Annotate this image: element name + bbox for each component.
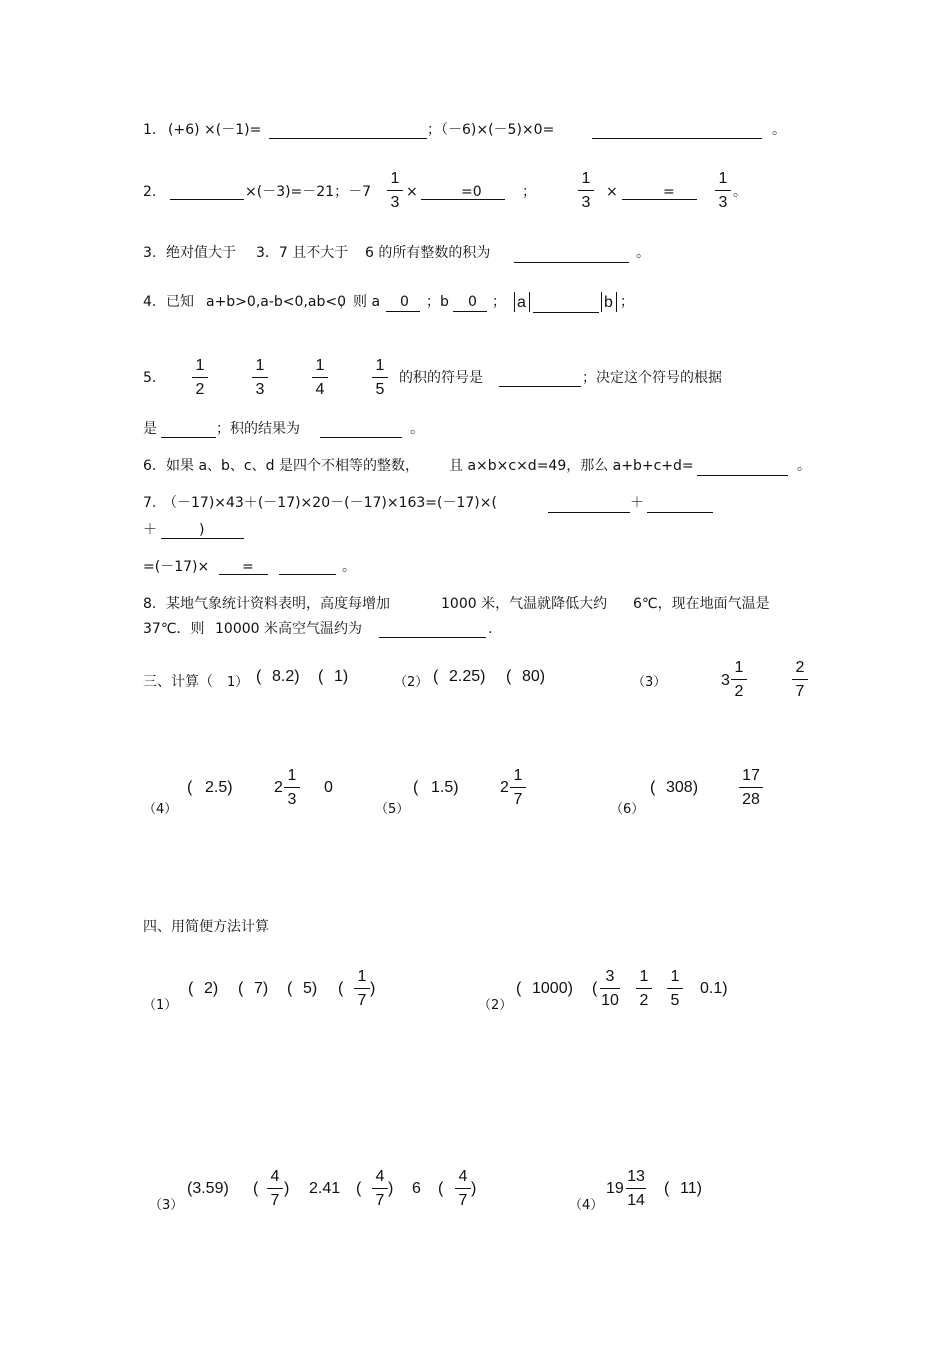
q7-blank-2[interactable] — [647, 512, 713, 513]
s4-p3-value-a: (3.59) — [187, 1180, 229, 1197]
q2-number: 2. — [143, 184, 157, 200]
q3-number: 3. — [143, 245, 157, 261]
q4-abs-bar-4 — [616, 292, 617, 312]
s4-p4-fraction: 13 14 — [627, 1168, 645, 1209]
s3-p6-label: （6） — [610, 802, 645, 817]
s4-p3-close-c: ) — [471, 1180, 477, 1197]
q2-expression-a: ×(－3)=－21；－7 — [245, 184, 372, 200]
q4-blank-1[interactable] — [386, 311, 420, 312]
q6-text-b: 且 a×b×c×d=49，那么 a+b+c+d= — [449, 458, 694, 474]
s3-p6-paren: ( — [650, 779, 656, 796]
q8-end: . — [488, 621, 493, 637]
q5-text-b: ；决定这个符号的根据 — [582, 370, 722, 386]
s3-p4-whole: 2 — [274, 779, 283, 796]
s4-p3-fraction-a: 4 7 — [264, 1168, 286, 1210]
s3-p4-paren: ( — [187, 779, 193, 796]
s3-p4-zero: 0 — [324, 779, 333, 796]
s4-p2-fraction-1: 3 10 — [601, 968, 619, 1009]
s3-p6-value: 308) — [666, 779, 699, 796]
q3-text-a: 绝对值大于 — [166, 245, 236, 261]
q2-fraction-b: 1 3 — [575, 170, 597, 212]
s4-p4-paren: ( — [664, 1180, 670, 1197]
q7-end: 。 — [342, 559, 356, 575]
q2-times-a: × — [406, 184, 418, 200]
s3-p5-label: （5） — [375, 802, 410, 817]
s4-p3-label: （3） — [149, 1198, 184, 1213]
q5-number: 5. — [143, 370, 157, 386]
s3-p6-fraction: 17 28 — [736, 767, 766, 809]
q5-text-d: ；积的结果为 — [216, 421, 300, 437]
q5-text-a: 的积的符号是 — [399, 370, 483, 386]
q1-blank-2[interactable] — [592, 138, 762, 139]
q4-var-a: a — [517, 294, 526, 311]
s3-p1-paren-a: ( — [256, 668, 262, 685]
q3-blank[interactable] — [514, 262, 629, 263]
q2-end: 。 — [733, 184, 747, 200]
s4-p2-value-b: 0.1) — [700, 980, 728, 997]
s3-p4-label: （4） — [143, 802, 178, 817]
q6-number: 6. — [143, 458, 157, 474]
q7-close: ) — [199, 522, 205, 538]
s3-p2-label: （2） — [394, 675, 429, 690]
q3-text-c: 6 的所有整数的积为 — [365, 245, 491, 261]
s3-p2-value-b: 80) — [522, 668, 546, 685]
s4-p1-label: （1） — [143, 998, 178, 1013]
q2-fraction-c: 1 3 — [712, 170, 734, 212]
q1-blank-1[interactable] — [269, 138, 427, 139]
q7-equals: = — [242, 559, 254, 575]
s3-p3-label: （3） — [632, 675, 667, 690]
s4-p3-paren-a: ( — [253, 1180, 259, 1197]
s3-p5-value: 1.5) — [431, 779, 459, 796]
s4-p3-close-b: ) — [388, 1180, 394, 1197]
s4-p2-label: （2） — [478, 998, 513, 1013]
s3-p5-paren: ( — [413, 779, 419, 796]
s4-p1-close: ) — [370, 980, 376, 997]
q4-abs-bar-2 — [529, 292, 530, 312]
q4-abs-bar-3 — [601, 292, 602, 312]
q4-blank-2[interactable] — [453, 311, 487, 312]
q4-abs-bar-1 — [514, 292, 515, 312]
q8-text-e: 10000 米高空气温约为 — [215, 621, 362, 637]
s4-p2-fraction-2: 1 2 — [633, 968, 655, 1010]
q1-expression-b: ；（－6)×(－5)×0= — [427, 122, 555, 138]
q3-end: 。 — [636, 245, 650, 261]
s4-p1-paren-a: ( — [188, 980, 194, 997]
s4-p1-paren-c: ( — [287, 980, 293, 997]
q7-result-text: =(－17)× — [143, 559, 210, 575]
s4-p1-fraction: 1 7 — [351, 968, 373, 1010]
q5-fraction-4: 1 5 — [369, 357, 391, 399]
s4-p2-paren-b: ( — [592, 980, 598, 997]
q4-number: 4. — [143, 294, 157, 310]
q4-zero-b: 0 — [468, 294, 477, 310]
q8-text-b: 1000 米，气温就降低大约 — [441, 596, 608, 612]
s3-p5-fraction: 1 7 — [507, 767, 529, 809]
q2-times-b: × — [606, 184, 618, 200]
s3-p3-fraction-a: 1 2 — [728, 659, 750, 701]
s4-p2-fraction-3: 1 5 — [664, 968, 686, 1010]
q5-text-c: 是 — [143, 421, 157, 437]
s3-p1-value-a: 8.2) — [272, 668, 300, 685]
s3-p2-paren-b: ( — [506, 668, 512, 685]
q5-blank-1[interactable] — [499, 386, 581, 387]
q4-condition: a+b>0,a-b<0,ab<0 — [206, 294, 346, 310]
q2-blank-1[interactable] — [170, 199, 244, 200]
q4-semicolon: ； — [492, 294, 506, 310]
q7-plus-b: ＋ — [143, 522, 157, 538]
q8-number: 8. — [143, 596, 157, 612]
s4-p3-close-a: ) — [284, 1180, 290, 1197]
q7-blank-1[interactable] — [548, 512, 630, 513]
q5-fraction-3: 1 4 — [309, 357, 331, 399]
s4-p4-label: （4） — [569, 1198, 604, 1213]
s3-p2-value-a: 2.25) — [449, 668, 486, 685]
q4-end: ； — [620, 294, 634, 310]
q4-blank-3[interactable] — [533, 312, 599, 313]
q1-number: 1. — [143, 122, 157, 138]
s3-p3-fraction-b: 2 7 — [789, 659, 811, 701]
q2-equals: = — [663, 184, 675, 200]
section-4-title: 四、用简便方法计算 — [143, 919, 269, 935]
q8-text-c: 6℃，现在地面气温是 — [633, 596, 770, 612]
s3-p4-fraction: 1 3 — [281, 767, 303, 809]
s3-p3-whole: 3 — [721, 672, 730, 689]
q7-expression: （－17)×43＋(－17)×20－(－17)×163=(－17)×( — [163, 495, 497, 511]
s4-p3-value-c: 6 — [412, 1180, 421, 1197]
q6-text-a: 如果 a、b、c、d 是四个不相等的整数， — [166, 458, 419, 474]
s4-p3-paren-c: ( — [438, 1180, 444, 1197]
s3-p5-whole: 2 — [500, 779, 509, 796]
s3-p1-value-b: 1) — [334, 668, 349, 685]
s4-p2-value-a: 1000) — [532, 980, 573, 997]
s4-p1-value-b: 7) — [254, 980, 269, 997]
s4-p3-fraction-c: 4 7 — [452, 1168, 474, 1210]
q3-text-b: 3．7 且不大于 — [256, 245, 349, 261]
q8-text-d: 37℃．则 — [143, 621, 205, 637]
q2-equals-zero: =0 — [461, 184, 482, 200]
s4-p4-whole: 19 — [606, 1180, 624, 1197]
s4-p3-value-b: 2.41 — [309, 1180, 341, 1197]
s3-p1-paren-b: ( — [318, 668, 324, 685]
q4-text-a: 已知 — [166, 294, 194, 310]
s4-p1-value-a: 2) — [204, 980, 219, 997]
q6-end: 。 — [797, 458, 811, 474]
q4-text-e: ；b — [426, 294, 449, 310]
q8-blank[interactable] — [379, 637, 486, 638]
s4-p1-paren-b: ( — [238, 980, 244, 997]
q5-fraction-2: 1 3 — [249, 357, 271, 399]
q6-blank[interactable] — [697, 475, 788, 476]
q1-expression-a: (+6) ×(－1)= — [168, 122, 262, 138]
q7-number: 7. — [143, 495, 157, 511]
q4-zero-a: 0 — [400, 294, 409, 310]
s4-p4-value: 11) — [680, 1180, 702, 1197]
s4-p1-value-c: 5) — [303, 980, 318, 997]
q5-blank-3[interactable] — [320, 437, 402, 438]
s3-p4-value: 2.5) — [205, 779, 233, 796]
q4-var-b: b — [604, 294, 613, 311]
q7-plus-a: ＋ — [630, 495, 644, 511]
s3-p1-label: 1） — [227, 675, 249, 690]
q7-blank-5[interactable] — [279, 574, 336, 575]
section-3-title: 三、计算（ — [143, 674, 213, 690]
q5-end: 。 — [410, 421, 424, 437]
q2-semicolon: ； — [522, 184, 536, 200]
s4-p3-paren-b: ( — [356, 1180, 362, 1197]
s4-p1-paren-d: ( — [338, 980, 344, 997]
q2-fraction-a: 1 3 — [384, 170, 406, 212]
q4-text-c: ，则 a — [339, 294, 381, 310]
q5-fraction-1: 1 2 — [189, 357, 211, 399]
s4-p3-fraction-b: 4 7 — [369, 1168, 391, 1210]
q1-end: 。 — [772, 122, 786, 138]
q5-blank-2[interactable] — [161, 437, 216, 438]
q8-text-a: 某地气象统计资料表明，高度每增加 — [166, 596, 390, 612]
q2-blank-3[interactable] — [622, 199, 697, 200]
s3-p2-paren-a: ( — [433, 668, 439, 685]
s4-p2-paren-a: ( — [516, 980, 522, 997]
